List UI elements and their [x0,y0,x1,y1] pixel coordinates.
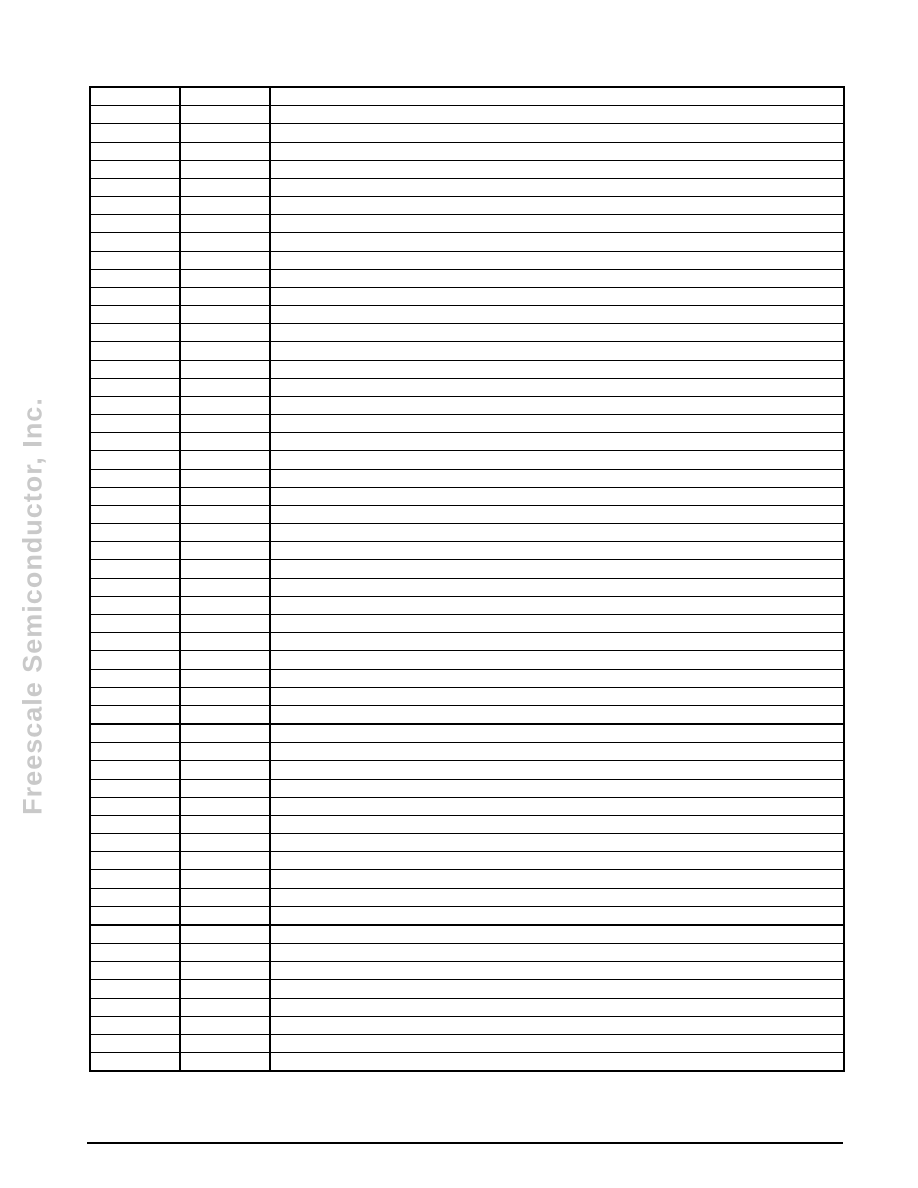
table-row [91,415,843,433]
table-cell [271,798,843,815]
table-cell [91,342,181,359]
table-cell [271,361,843,378]
table-cell [91,560,181,577]
table-cell [91,706,181,723]
table-cell [91,651,181,668]
table-cell [271,1053,843,1070]
table-cell [181,433,271,450]
table-cell [181,870,271,887]
table-row [91,161,843,179]
table-cell [271,780,843,797]
table-cell [181,361,271,378]
table-cell [181,288,271,305]
table-cell [271,615,843,632]
table-cell [181,306,271,323]
table-row [91,633,843,651]
table-cell [271,524,843,541]
table-cell [91,433,181,450]
table-cell [91,597,181,614]
table-row [91,342,843,360]
table-cell [181,651,271,668]
table-cell [181,761,271,778]
table-cell [271,816,843,833]
table-cell [271,215,843,232]
table-cell [271,143,843,160]
table-cell [181,470,271,487]
table-cell [181,633,271,650]
table-cell [271,1035,843,1052]
table-row [91,852,843,870]
table-row [91,944,843,962]
table-cell [91,288,181,305]
table-cell [181,999,271,1016]
table-row [91,962,843,980]
table-cell [181,88,271,105]
table-cell [91,743,181,760]
table-row [91,288,843,306]
table-cell [271,252,843,269]
table-cell [91,451,181,468]
table-row [91,980,843,998]
table-cell [91,816,181,833]
table-row [91,451,843,469]
table-cell [271,725,843,742]
table-cell [181,907,271,924]
table-cell [271,834,843,851]
table-cell [91,1053,181,1070]
table-cell [181,579,271,596]
table-cell [91,143,181,160]
table-cell [271,288,843,305]
table-cell [91,379,181,396]
table-cell [91,633,181,650]
table-row [91,488,843,506]
table-cell [271,506,843,523]
table-cell [181,597,271,614]
table-cell [271,470,843,487]
table-cell [91,179,181,196]
table-cell [181,852,271,869]
table-row [91,761,843,779]
table-cell [181,506,271,523]
table-cell [91,926,181,943]
table-cell [91,780,181,797]
table-cell [271,743,843,760]
table-cell [181,798,271,815]
table-cell [271,852,843,869]
table-cell [181,524,271,541]
table-cell [271,579,843,596]
table-cell [271,397,843,414]
table-row [91,215,843,233]
table-row [91,233,843,251]
table-row [91,999,843,1017]
table-row [91,688,843,706]
table-cell [271,597,843,614]
table-row [91,926,843,944]
table-cell [181,252,271,269]
table-cell [271,415,843,432]
table-row [91,579,843,597]
table-row [91,252,843,270]
table-cell [91,761,181,778]
table-cell [91,798,181,815]
table-cell [91,233,181,250]
table-row [91,270,843,288]
data-table [89,86,845,1072]
table-row [91,124,843,142]
table-cell [181,397,271,414]
table-cell [271,761,843,778]
table-cell [271,870,843,887]
table-cell [181,670,271,687]
table-cell [271,161,843,178]
table-cell [271,379,843,396]
footer-rule [87,1142,843,1144]
table-cell [91,252,181,269]
table-cell [271,688,843,705]
table-cell [181,215,271,232]
table-row [91,1053,843,1070]
table-row [91,798,843,816]
table-cell [181,816,271,833]
table-cell [181,342,271,359]
table-cell [91,324,181,341]
table-cell [271,324,843,341]
table-row [91,106,843,124]
table-row [91,542,843,560]
table-row [91,651,843,669]
table-cell [181,688,271,705]
table-cell [91,161,181,178]
table-cell [91,852,181,869]
table-row [91,597,843,615]
table-cell [271,106,843,123]
table-cell [271,197,843,214]
table-cell [91,215,181,232]
table-row [91,743,843,761]
table-cell [271,633,843,650]
table-cell [271,1017,843,1034]
table-row [91,88,843,106]
table-cell [91,1035,181,1052]
table-cell [181,451,271,468]
table-cell [181,379,271,396]
table-row [91,615,843,633]
table-cell [181,106,271,123]
table-cell [271,670,843,687]
table-row [91,780,843,798]
table-row [91,506,843,524]
table-cell [181,143,271,160]
table-cell [91,579,181,596]
table-cell [91,524,181,541]
table-cell [181,926,271,943]
table-row [91,433,843,451]
watermark-text: Freescale Semiconductor, Inc. [17,397,48,815]
table-row [91,670,843,688]
table-cell [181,324,271,341]
table-row [91,1017,843,1035]
table-cell [91,670,181,687]
table-cell [271,706,843,723]
table-row [91,725,843,743]
table-cell [271,433,843,450]
table-row [91,470,843,488]
table-cell [181,270,271,287]
table-cell [181,725,271,742]
table-cell [271,88,843,105]
table-row [91,397,843,415]
table-cell [271,270,843,287]
table-cell [91,944,181,961]
table-cell [181,615,271,632]
table-cell [271,342,843,359]
table-cell [91,361,181,378]
table-cell [91,124,181,141]
table-row [91,560,843,578]
table-row [91,143,843,161]
table-cell [181,124,271,141]
table-row [91,324,843,342]
table-row [91,1035,843,1053]
table-cell [181,1035,271,1052]
table-cell [181,706,271,723]
table-cell [91,615,181,632]
table-row [91,379,843,397]
table-cell [271,233,843,250]
table-cell [181,743,271,760]
table-cell [271,944,843,961]
table-cell [271,889,843,906]
table-cell [271,306,843,323]
table-cell [91,834,181,851]
table-cell [181,161,271,178]
table-cell [181,1017,271,1034]
table-cell [181,962,271,979]
table-row [91,706,843,725]
table-cell [181,889,271,906]
table-row [91,889,843,907]
table-cell [181,560,271,577]
table-cell [181,1053,271,1070]
table-cell [91,980,181,997]
table-cell [181,542,271,559]
table-cell [91,725,181,742]
table-cell [181,834,271,851]
table-cell [271,542,843,559]
table-cell [91,999,181,1016]
table-cell [271,560,843,577]
table-row [91,870,843,888]
table-cell [91,270,181,287]
table-cell [181,233,271,250]
table-cell [91,106,181,123]
table-cell [271,488,843,505]
table-cell [91,889,181,906]
table-row [91,524,843,542]
table-cell [91,506,181,523]
table-cell [271,926,843,943]
table-cell [271,999,843,1016]
table-row [91,179,843,197]
table-cell [271,907,843,924]
table-cell [181,780,271,797]
table-cell [181,980,271,997]
table-row [91,361,843,379]
table-cell [91,415,181,432]
table-cell [181,415,271,432]
table-cell [271,179,843,196]
table-cell [271,451,843,468]
table-cell [271,124,843,141]
table-cell [91,962,181,979]
table-cell [91,397,181,414]
table-cell [91,470,181,487]
table-cell [181,488,271,505]
table-cell [91,88,181,105]
table-row [91,907,843,926]
table-cell [91,306,181,323]
table-cell [91,870,181,887]
table-cell [271,980,843,997]
table-row [91,816,843,834]
table-cell [91,1017,181,1034]
table-row [91,306,843,324]
table-cell [91,907,181,924]
table-cell [91,688,181,705]
table-cell [91,488,181,505]
table-cell [271,651,843,668]
table-cell [91,197,181,214]
table-row [91,197,843,215]
table-cell [91,542,181,559]
table-cell [271,962,843,979]
table-cell [181,197,271,214]
table-cell [181,944,271,961]
table-cell [181,179,271,196]
table-row [91,834,843,852]
